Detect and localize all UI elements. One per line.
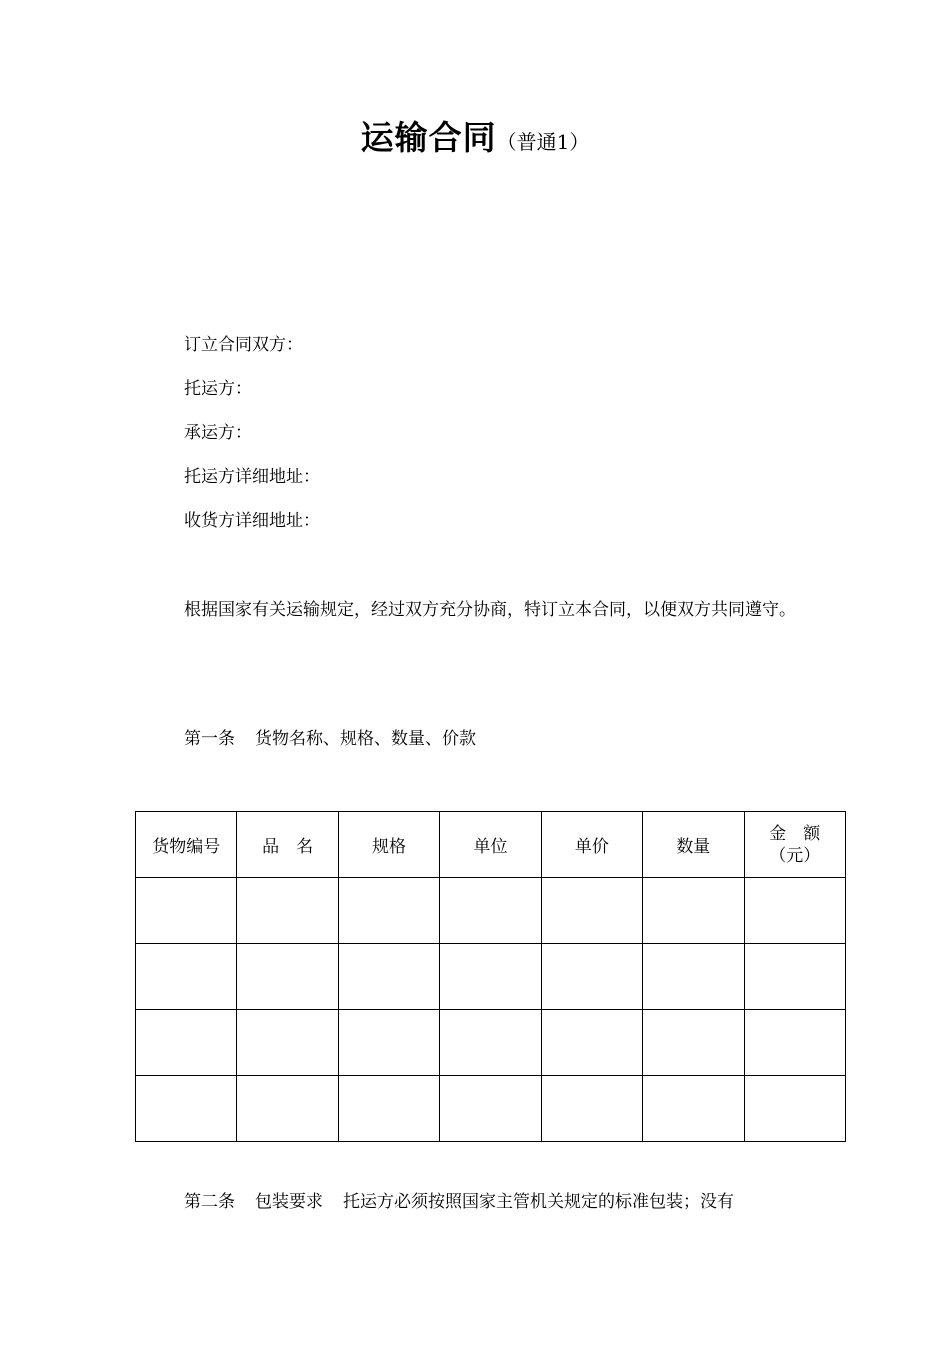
header-goods-number: 货物编号: [136, 812, 237, 878]
table-cell[interactable]: [237, 878, 338, 944]
article1-title: 货物名称、规格、数量、价款: [255, 729, 476, 749]
article2-text: 托运方必须按照国家主管机关规定的标准包装；没有: [343, 1192, 734, 1212]
table-cell[interactable]: [643, 878, 744, 944]
article1-label: 第一条: [184, 729, 235, 749]
header-unit-price: 单价: [541, 812, 642, 878]
table-row: [136, 1010, 846, 1076]
table-cell[interactable]: [541, 878, 642, 944]
table-cell[interactable]: [643, 1076, 744, 1142]
title-main: 运输合同: [360, 118, 497, 157]
table-cell[interactable]: [136, 1076, 237, 1142]
table-row: [136, 878, 846, 944]
table-cell[interactable]: [237, 1076, 338, 1142]
table-cell[interactable]: [136, 878, 237, 944]
intro-paragraph: 根据国家有关运输规定，经过双方充分协商，特订立本合同，以便双方共同遵守。: [184, 600, 796, 620]
table-cell[interactable]: [338, 1076, 439, 1142]
shipper-address-label: 托运方详细地址：: [184, 467, 320, 487]
carrier-label: 承运方：: [184, 423, 252, 443]
table-cell[interactable]: [643, 944, 744, 1010]
goods-table-header: [136, 812, 846, 878]
table-cell[interactable]: [744, 878, 845, 944]
document-title: [0, 112, 950, 159]
article2-line: [184, 1187, 734, 1212]
parties-heading: 订立合同双方：: [184, 335, 303, 355]
table-cell[interactable]: [338, 878, 439, 944]
table-cell[interactable]: [541, 944, 642, 1010]
table-cell[interactable]: [338, 1010, 439, 1076]
table-cell[interactable]: [744, 1010, 845, 1076]
table-cell[interactable]: [744, 944, 845, 1010]
title-sub: （普通1）: [496, 130, 590, 154]
shipper-label: 托运方：: [184, 379, 252, 399]
header-amount-line1: 金 额: [769, 823, 821, 844]
table-cell[interactable]: [744, 1076, 845, 1142]
header-spec: 规格: [338, 812, 439, 878]
table-cell[interactable]: [338, 944, 439, 1010]
table-cell[interactable]: [440, 1076, 541, 1142]
table-cell[interactable]: [541, 1010, 642, 1076]
table-cell[interactable]: [136, 944, 237, 1010]
article2-label: 第二条: [184, 1192, 235, 1212]
table-row: [136, 944, 846, 1010]
header-product-name: 品 名: [237, 812, 338, 878]
table-cell[interactable]: [440, 1010, 541, 1076]
table-cell[interactable]: [643, 1010, 744, 1076]
header-unit: 单位: [440, 812, 541, 878]
table-cell[interactable]: [136, 1010, 237, 1076]
table-cell[interactable]: [440, 878, 541, 944]
header-quantity: 数量: [643, 812, 744, 878]
header-amount-line2: （元）: [769, 845, 821, 866]
table-row: [136, 1076, 846, 1142]
goods-table: [135, 811, 846, 1142]
consignee-address-label: 收货方详细地址：: [184, 511, 320, 531]
table-cell[interactable]: [237, 1010, 338, 1076]
table-cell[interactable]: [541, 1076, 642, 1142]
article2-title: 包装要求: [255, 1192, 323, 1212]
header-amount: [744, 812, 845, 878]
table-cell[interactable]: [440, 944, 541, 1010]
article1-heading: [184, 724, 476, 749]
table-cell[interactable]: [237, 944, 338, 1010]
